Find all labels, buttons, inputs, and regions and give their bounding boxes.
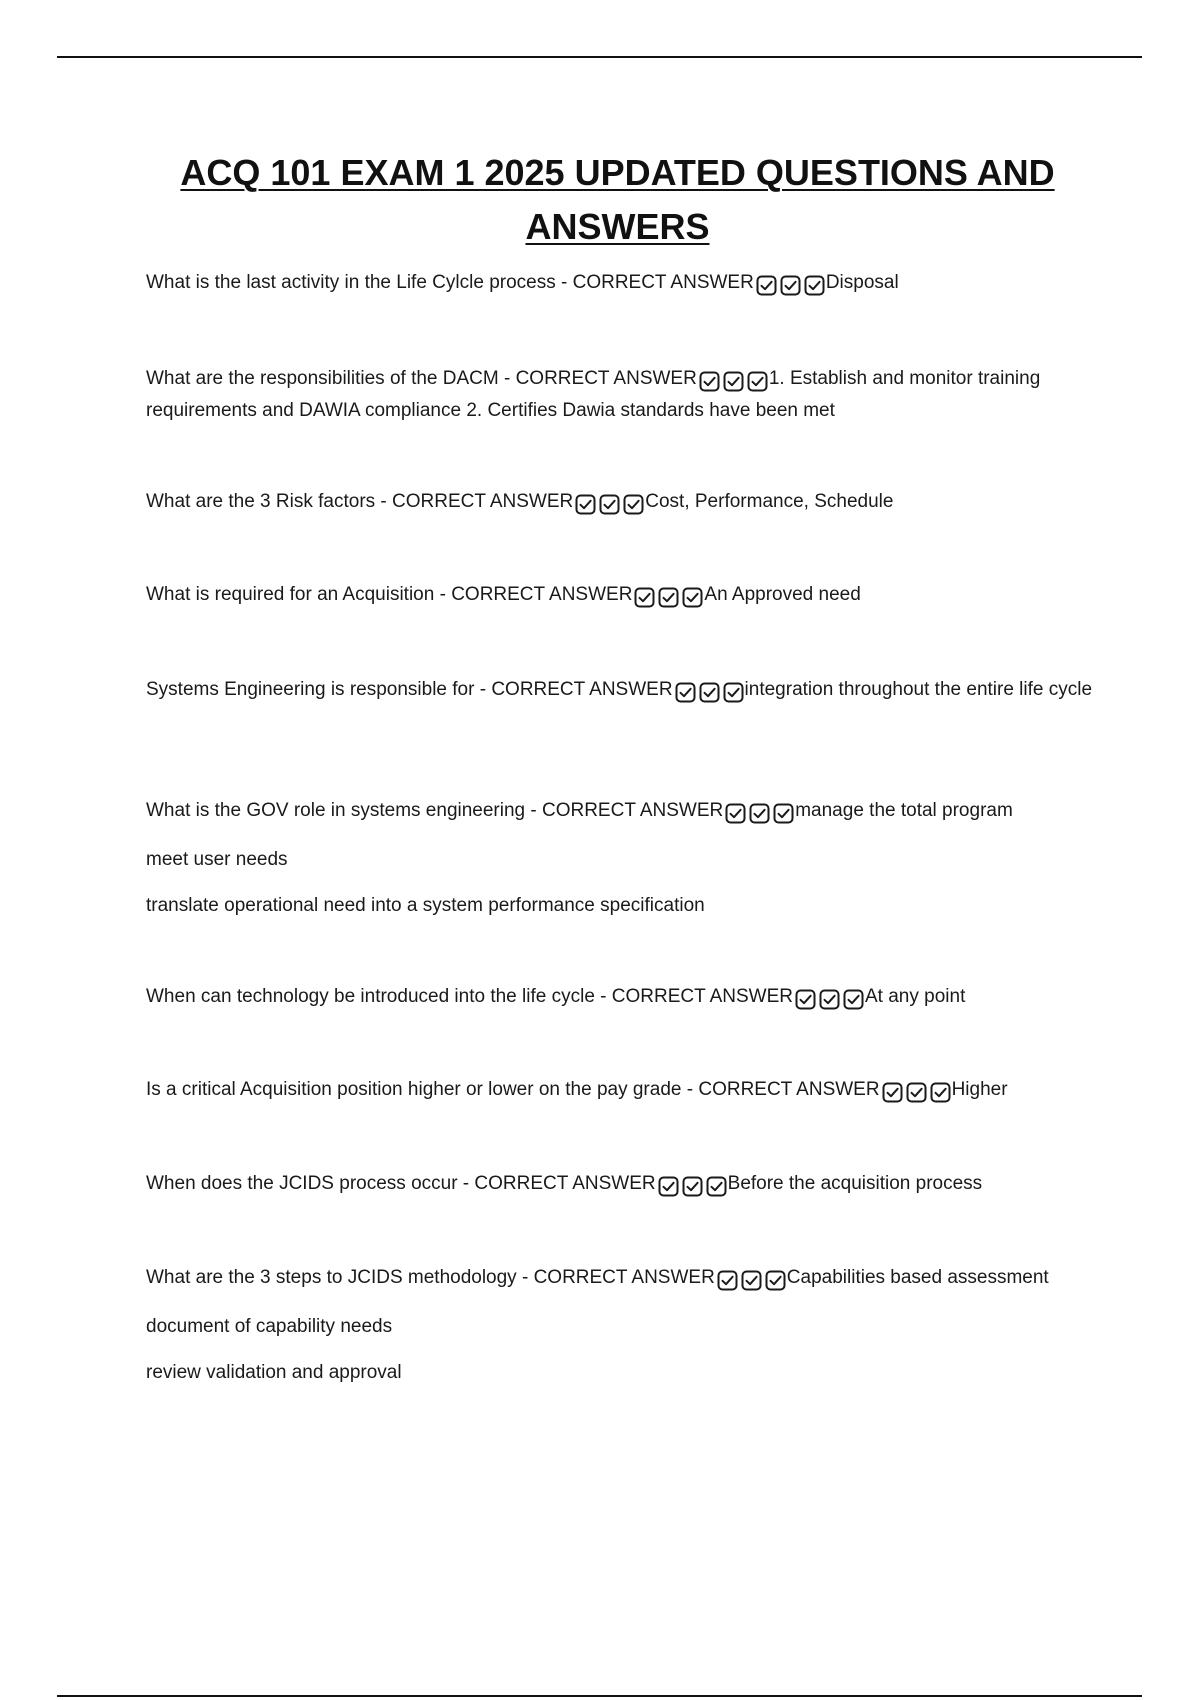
question-text: What is the last activity in the Life Cylcle process - CORRECT ANSWER xyxy=(146,272,754,293)
answer-text: An Approved need xyxy=(704,584,861,605)
answer-text: Cost, Performance, Schedule xyxy=(645,491,894,512)
check-icons xyxy=(697,367,769,396)
checkbox-checked-icon xyxy=(741,1270,762,1291)
qa-first-line xyxy=(146,1263,1096,1295)
question-text: What are the 3 steps to JCIDS methodology - CORRECT ANSWER xyxy=(146,1267,715,1288)
qa-item xyxy=(146,580,1096,612)
checkbox-checked-icon xyxy=(575,494,596,515)
answer-text: manage the total program xyxy=(795,800,1013,821)
qa-item xyxy=(146,1169,1096,1201)
qa-first-line xyxy=(146,1169,1096,1201)
qa-first-line xyxy=(146,364,1096,425)
question-text: Systems Engineering is responsible for - CORRECT ANSWER xyxy=(146,679,673,700)
checkbox-checked-icon xyxy=(843,989,864,1010)
qa-item xyxy=(146,982,1096,1014)
qa-item xyxy=(146,364,1096,425)
checkbox-checked-icon xyxy=(723,682,744,703)
check-icons xyxy=(793,985,865,1014)
checkbox-checked-icon xyxy=(717,1270,738,1291)
checkbox-checked-icon xyxy=(682,1176,703,1197)
qa-first-line xyxy=(146,796,1096,828)
checkbox-checked-icon xyxy=(749,803,770,824)
checkbox-checked-icon xyxy=(773,803,794,824)
qa-item xyxy=(146,675,1096,707)
qa-first-line xyxy=(146,675,1096,707)
answer-extra-line: translate operational need into a system performance specification xyxy=(146,895,705,916)
checkbox-checked-icon xyxy=(723,371,744,392)
answer-text: At any point xyxy=(865,986,966,1007)
checkbox-checked-icon xyxy=(699,371,720,392)
question-text: What are the responsibilities of the DACM - CORRECT ANSWER xyxy=(146,368,697,389)
answer-text: Before the acquisition process xyxy=(727,1173,983,1194)
checkbox-checked-icon xyxy=(599,494,620,515)
question-text: Is a critical Acquisition position higher or lower on the pay grade - CORRECT ANSWER xyxy=(146,1079,880,1100)
checkbox-checked-icon xyxy=(682,587,703,608)
question-text: What are the 3 Risk factors - CORRECT ANSWER xyxy=(146,491,574,512)
checkbox-checked-icon xyxy=(906,1082,927,1103)
checkbox-checked-icon xyxy=(930,1082,951,1103)
qa-item xyxy=(146,487,1096,519)
answer-text: Capabilities based assessment xyxy=(786,1267,1049,1288)
answer-extra-line: document of capability needs xyxy=(146,1316,393,1337)
check-icons xyxy=(880,1078,952,1107)
checkbox-checked-icon xyxy=(658,1176,679,1197)
qa-item xyxy=(146,796,1096,920)
answer-text: 1. Establish and monitor training requirements and DAWIA compliance 2. Certifies Dawia standards have been met xyxy=(146,368,1041,421)
qa-first-line xyxy=(146,982,1096,1014)
qa-first-line xyxy=(146,487,1096,519)
checkbox-checked-icon xyxy=(819,989,840,1010)
question-text: When can technology be introduced into the life cycle - CORRECT ANSWER xyxy=(146,986,793,1007)
checkbox-checked-icon xyxy=(675,682,696,703)
check-icons xyxy=(723,799,795,828)
check-icons xyxy=(656,1172,728,1201)
answer-text: Disposal xyxy=(825,272,899,293)
qa-first-line xyxy=(146,1075,1096,1107)
checkbox-checked-icon xyxy=(634,587,655,608)
question-text: What is required for an Acquisition - CORRECT ANSWER xyxy=(146,584,633,605)
question-text: When does the JCIDS process occur - CORRECT ANSWER xyxy=(146,1173,656,1194)
answer-extra-line: review validation and approval xyxy=(146,1362,402,1383)
answer-text: Higher xyxy=(951,1079,1008,1100)
qa-item xyxy=(146,268,1096,300)
qa-first-line xyxy=(146,268,1096,300)
checkbox-checked-icon xyxy=(882,1082,903,1103)
checkbox-checked-icon xyxy=(658,587,679,608)
top-rule xyxy=(57,56,1142,58)
checkbox-checked-icon xyxy=(706,1176,727,1197)
check-icons xyxy=(715,1266,787,1295)
checkbox-checked-icon xyxy=(756,275,777,296)
checkbox-checked-icon xyxy=(747,371,768,392)
checkbox-checked-icon xyxy=(725,803,746,824)
bottom-rule xyxy=(57,1695,1142,1697)
check-icons xyxy=(632,583,704,612)
checkbox-checked-icon xyxy=(804,275,825,296)
page-title: ACQ 101 EXAM 1 2025 UPDATED QUESTIONS AND ANSWERS xyxy=(180,152,1055,247)
answer-extra-line: meet user needs xyxy=(146,849,288,870)
check-icons xyxy=(673,678,745,707)
qa-item xyxy=(146,1263,1096,1387)
checkbox-checked-icon xyxy=(623,494,644,515)
checkbox-checked-icon xyxy=(765,1270,786,1291)
question-text: What is the GOV role in systems engineering - CORRECT ANSWER xyxy=(146,800,724,821)
check-icons xyxy=(754,271,826,300)
checkbox-checked-icon xyxy=(780,275,801,296)
check-icons xyxy=(573,490,645,519)
qa-first-line xyxy=(146,580,1096,612)
checkbox-checked-icon xyxy=(795,989,816,1010)
answer-text: integration throughout the entire life cycle xyxy=(744,679,1093,700)
checkbox-checked-icon xyxy=(699,682,720,703)
qa-item xyxy=(146,1075,1096,1107)
